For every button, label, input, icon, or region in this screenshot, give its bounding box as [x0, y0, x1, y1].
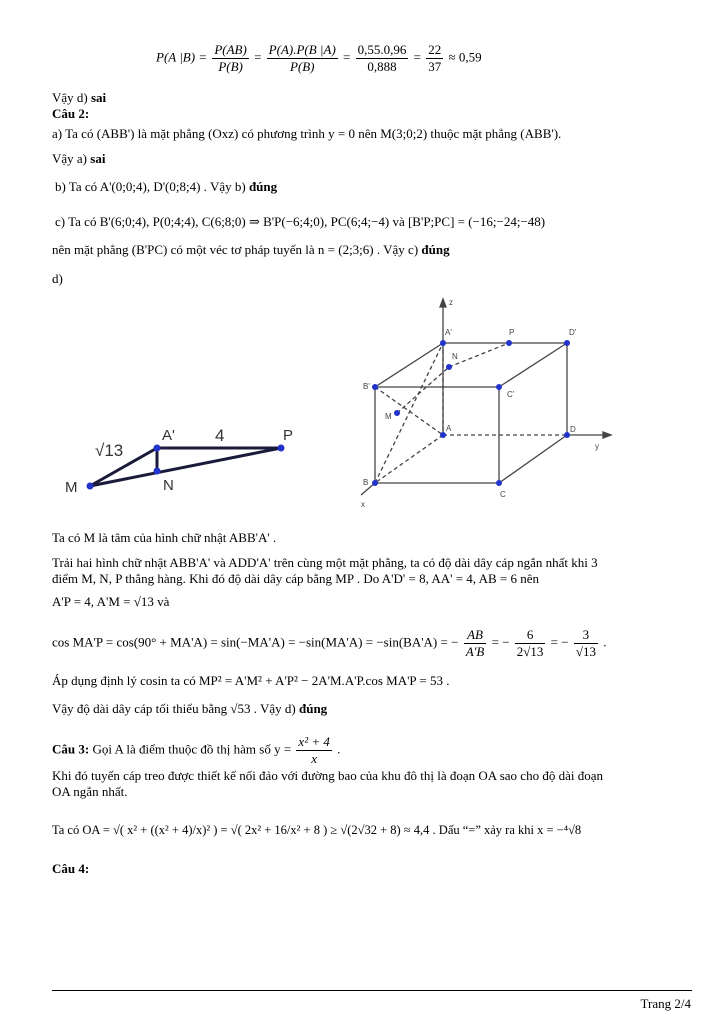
- fraction: [296, 734, 331, 767]
- label-P: P: [283, 427, 294, 444]
- para-4: A'P = 4, A'M = √13 và: [52, 594, 170, 609]
- point-N: [154, 468, 161, 475]
- label-4: 4: [215, 426, 225, 445]
- numerator: P(AB): [214, 42, 247, 57]
- denominator: P(B): [289, 59, 315, 74]
- lbl-C: C: [500, 490, 506, 499]
- point-A: [154, 445, 161, 452]
- numerator: 6: [515, 627, 546, 644]
- denominator: √13: [575, 644, 596, 659]
- text: Vậy độ dài dây cáp tối thiểu bằng √53 . Vậy d): [52, 701, 299, 716]
- question-2-heading: Câu 2:: [52, 106, 90, 121]
- lbl-B: B: [363, 478, 369, 487]
- label-A: A': [162, 427, 175, 444]
- pt-A1: [440, 340, 446, 346]
- numerator: 3: [574, 627, 598, 644]
- part-c-line: c) Ta có B'(6;0;4), P(0;4;4), C(6;8;0) ⇒ B'P(−6;4;0), PC(6;4;−4) và [B'P;PC] = (−16;−24;−48): [55, 214, 546, 229]
- lbl-D: D: [570, 425, 576, 434]
- numerator: 0,55.0,96: [357, 42, 407, 57]
- unfolded-figure: [55, 420, 305, 500]
- point-P: [278, 445, 285, 452]
- para-3: điểm M, N, P thẳng hàng. Khi đó độ dài dây cáp bằng MP . Do A'D' = 8, AA' = 4, AB = 6 nên: [52, 571, 539, 586]
- y-arrow: [603, 432, 611, 438]
- pt-B: [372, 480, 378, 486]
- lbl-A: A: [446, 424, 452, 433]
- denominator: 0,888: [367, 59, 397, 74]
- text: Vậy d): [52, 90, 91, 105]
- verdict: sai: [91, 90, 107, 105]
- pt-D1: [564, 340, 570, 346]
- question-3-heading: Câu 3:: [52, 741, 90, 757]
- conclusion-d2: [52, 701, 327, 717]
- lbl-x: x: [361, 500, 365, 509]
- part-b-line: [55, 179, 277, 195]
- oa-formula: Ta có OA = √( x² + ((x² + 4)/x)² ) = √( 2x² + 16/x² + 8 ) ≥ √(2√32 + 8) ≈ 4,4 . Dấu “=” xảy ra khi x = −⁴√8: [52, 823, 582, 837]
- pt-B1: [372, 384, 378, 390]
- fraction: [267, 42, 338, 75]
- seg-MN: [397, 367, 449, 413]
- denominator: P(B): [218, 59, 243, 74]
- point-M: [87, 483, 94, 490]
- lbl-A1: A': [445, 328, 452, 337]
- pt-N: [446, 364, 452, 370]
- fraction: [464, 627, 487, 660]
- text: nên mặt phẳng (B'PC) có một véc tơ pháp tuyến là n = (2;3;6) . Vậy c): [52, 242, 422, 257]
- fraction: [212, 42, 248, 75]
- part-a-line: a) Ta có (ABB') là mặt phẳng (Oxz) có phương trình y = 0 nên M(3;0;2) thuộc mặt phẳng (ABB').: [52, 126, 562, 141]
- question-4-heading: Câu 4:: [52, 861, 90, 876]
- label-sqrt13: √13: [95, 441, 124, 460]
- numerator: 22: [428, 42, 442, 57]
- conclusion-d: [52, 90, 106, 106]
- z-arrow: [440, 299, 446, 307]
- denominator: A'B: [465, 644, 485, 659]
- verdict: đúng: [421, 242, 450, 257]
- lbl-P: P: [509, 328, 515, 337]
- conclusion-a: [52, 151, 105, 167]
- lbl-N: N: [452, 352, 458, 361]
- denominator: 2√13: [516, 644, 544, 659]
- cube-figure: [355, 295, 625, 520]
- text: Vậy a): [52, 151, 91, 166]
- cos-text: = −: [550, 634, 569, 650]
- pt-P: [506, 340, 512, 346]
- fraction: [574, 627, 598, 660]
- pt-M: [394, 410, 400, 416]
- para-1: Ta có M là tâm của hình chữ nhật ABB'A' .: [52, 530, 277, 545]
- edge-C1D1: [499, 343, 567, 387]
- numerator: P(A).P(B |A): [268, 42, 336, 57]
- question-3-line: Câu 3: Gọi A là điểm thuộc đồ thị hàm số y = $\frac{\text{x² + 4}}{x}$ .: [52, 734, 341, 766]
- fraction: [356, 42, 409, 75]
- numerator: AB: [464, 627, 487, 644]
- cos-equation: cos MA'P = cos(90° + MA'A) = sin(−MA'A) = −sin(MA'A) = −sin(BA'A) = − $\frac{AB}{A'B}$ = − $\frac{6}{2√13}$ = − $\frac{3}{√13}$ .: [52, 627, 607, 659]
- footer-divider: [52, 990, 692, 991]
- q3-para-1: Khi đó tuyến cáp treo được thiết kế nối đảo với đường bao của khu đô thị là đoạn OA sao cho độ dài đoạn: [52, 768, 603, 783]
- q3-para-2: OA ngắn nhất.: [52, 784, 128, 799]
- verdict: đúng: [248, 179, 278, 194]
- label-M: M: [65, 479, 78, 496]
- denominator: 37: [428, 59, 442, 74]
- text: Gọi A là điểm thuộc đồ thị hàm số y =: [89, 741, 292, 757]
- denominator: x: [311, 751, 318, 766]
- verdict: sai: [90, 151, 106, 166]
- verdict: đúng: [298, 701, 328, 716]
- lbl-z: z: [449, 298, 453, 307]
- para-2: Trải hai hình chữ nhật ABB'A' và ADD'A' trên cùng một mặt phẳng, ta có độ dài dây cáp ngắn nhất khi 3: [52, 555, 598, 570]
- pt-C1: [496, 384, 502, 390]
- cos-text: cos MA'P = cos(90° + MA'A) = sin(−MA'A) = −sin(MA'A) = −sin(BA'A) = −: [52, 634, 459, 650]
- lbl-C1: C': [507, 390, 515, 399]
- lbl-y: y: [595, 442, 599, 451]
- fraction: [515, 627, 546, 660]
- text: b) Ta có A'(0;0;4), D'(0;8;4) . Vậy b): [55, 179, 249, 194]
- edge-CD: [499, 435, 567, 483]
- numerator: x² + 4: [298, 734, 330, 749]
- diag-B1A: [375, 387, 443, 435]
- part-d-label: d): [52, 271, 63, 286]
- top-formula: P(A |B) = $\frac{P(AB)}{P(B)}$ = $\frac{P(A).P(B |A)}{P(B)}$ = $\frac{0,55.0,96}{0,888}$ = $\frac{22}{37}$ ≈ 0,59: [156, 42, 482, 74]
- seg-NP: [449, 343, 509, 367]
- cosine-law: Áp dụng định lý cosin ta có MP² = A'M² + A'P² − 2A'M.A'P.cos MA'P = 53 .: [52, 673, 450, 688]
- lbl-M: M: [385, 412, 392, 421]
- formula-lhs: P(A |B) =: [156, 49, 208, 65]
- edge-AB: [375, 435, 443, 483]
- page-number: Trang 2/4: [640, 996, 691, 1011]
- pt-C: [496, 480, 502, 486]
- approx-value: ≈ 0,59: [448, 49, 482, 65]
- fraction: [426, 42, 443, 75]
- edge-B1A1: [375, 343, 443, 387]
- label-N: N: [163, 477, 174, 494]
- part-c-conclusion: [52, 242, 450, 258]
- lbl-D1: D': [569, 328, 577, 337]
- cos-text: = −: [491, 634, 510, 650]
- lbl-B1: B': [363, 382, 370, 391]
